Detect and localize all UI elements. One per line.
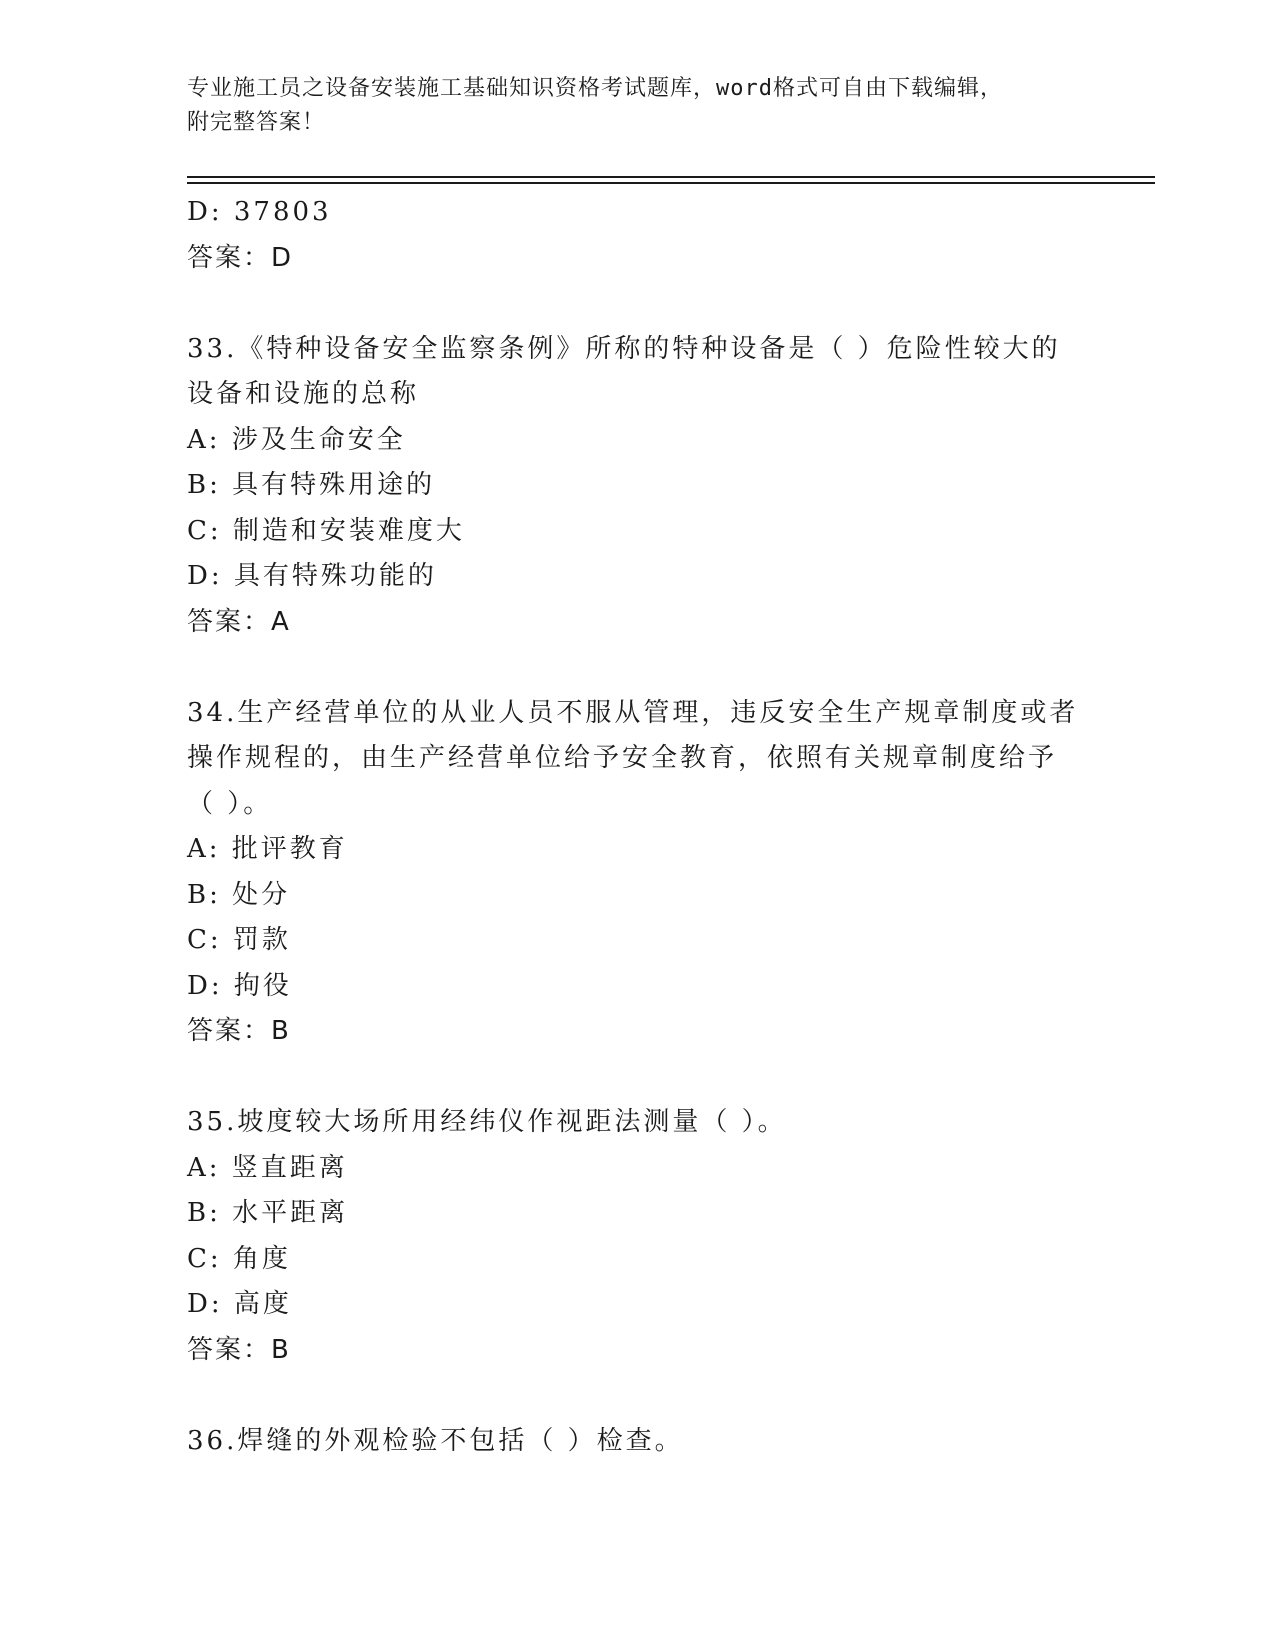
spacer: [187, 645, 1087, 691]
question-list: [187, 190, 1087, 1464]
question-stem: 设备和设施的总称: [187, 379, 420, 409]
answer-line: 答案：B: [187, 1334, 291, 1365]
header-divider-top: [187, 176, 1155, 178]
question-stem: 36.焊缝的外观检验不包括（ ）检查。: [187, 1425, 684, 1456]
question-36: [187, 1419, 1087, 1465]
option-c: C: 制造和安装难度大: [187, 515, 465, 546]
option-b: B: 处分: [187, 879, 291, 910]
option-a: A: 涉及生命安全: [187, 424, 406, 455]
option-b: B: 具有特殊用途的: [187, 470, 436, 500]
question-stem: （ ）。: [187, 788, 273, 819]
header-line-2: 附完整答案！: [187, 110, 326, 135]
option-a: A: 竖直距离: [187, 1152, 348, 1183]
option-c: C: 角度: [187, 1243, 291, 1274]
previous-question-tail: [187, 190, 1087, 281]
option-d: D: 高度: [187, 1289, 292, 1319]
answer-line: 答案：A: [187, 606, 291, 637]
option-c: C: 罚款: [187, 925, 291, 955]
option-d: D: 具有特殊功能的: [187, 561, 437, 591]
option-d: D: 37803: [187, 197, 332, 227]
option-d: D: 拘役: [187, 970, 292, 1001]
spacer: [187, 1373, 1087, 1419]
question-34: [187, 691, 1087, 1055]
header-divider-bottom: [187, 182, 1155, 184]
answer-line: 答案：B: [187, 1016, 291, 1046]
option-b: B: 水平距离: [187, 1198, 349, 1228]
spacer: [187, 1055, 1087, 1101]
question-stem: 操作规程的，由生产经营单位给予安全教育，依照有关规章制度给予: [187, 743, 1058, 773]
question-stem: 33.《特种设备安全监察条例》所称的特种设备是（ ）危险性较大的: [187, 333, 1061, 364]
question-35: [187, 1100, 1087, 1373]
question-33: [187, 327, 1087, 646]
answer-line: 答案：D: [187, 242, 294, 273]
question-stem: 34.生产经营单位的从业人员不服从管理，违反安全生产规章制度或者: [187, 697, 1079, 728]
spacer: [187, 281, 1087, 327]
option-a: A: 批评教育: [187, 834, 348, 864]
document-header: [187, 72, 1087, 140]
question-stem: 35.坡度较大场所用经纬仪作视距法测量（ ）。: [187, 1107, 787, 1137]
header-line-1: 专业施工员之设备安装施工基础知识资格考试题库，word格式可自由下载编辑，: [187, 76, 1003, 101]
